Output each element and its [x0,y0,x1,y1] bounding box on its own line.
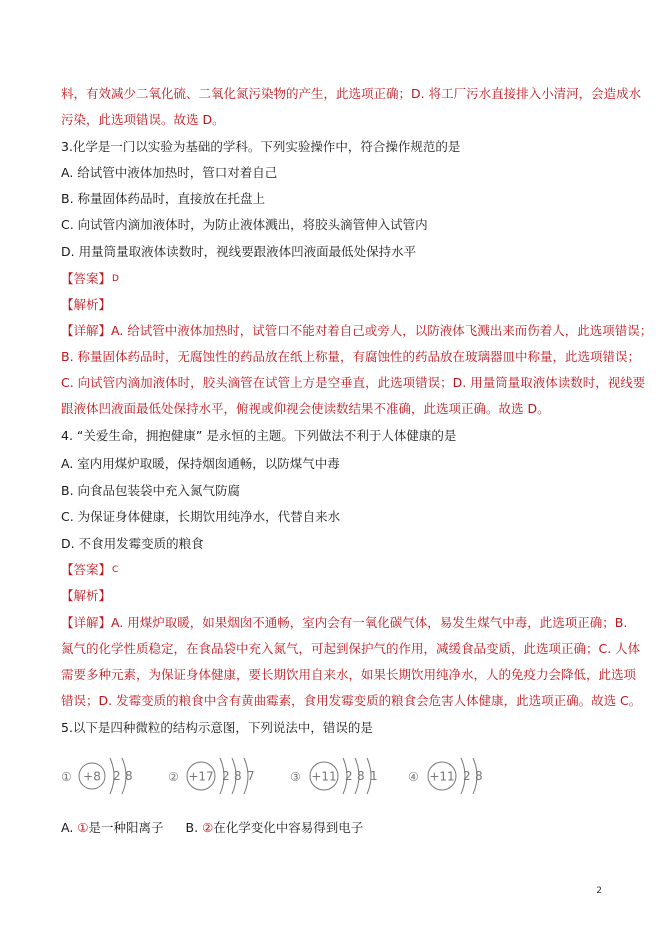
q3-analysis-label: 【解析】 [61,297,112,312]
particle-2-shell-1-electrons: 2 [222,769,230,783]
particle-3-label: ③ [290,770,301,784]
q5-option-b-text: 在化学变化中容易得到电子 [213,820,364,835]
q4-detail-line-3: 需要多种元素，为保证身体健康，要长期饮用自来水，如果长期饮用纯净水，人的免疫力会降低，此选项 [61,667,637,682]
q4-answer-value: C [112,565,119,575]
particle-1-label: ① [61,770,72,784]
prev-analysis-line-2: 污染，此选项错误。故选 D。 [61,112,225,127]
q4-analysis-label: 【解析】 [61,588,112,603]
q4-option-c: C. 为保证身体健康，长期饮用纯净水，代替自来水 [61,509,341,524]
q4-detail-line-4: 错误；D. 发霉变质的粮食中含有黄曲霉素，食用发霉变质的粮食会危害人体健康，此选项正确。故选 C。 [61,693,642,708]
q3-option-a: A. 给试管中液体加热时，管口对着自己 [61,165,278,180]
q3-detail-line-3: C. 向试管内滴加液体时，胶头滴管在试管上方是空垂直，此选项错误；D. 用量筒量取液体读数时，视线要 [61,375,646,390]
q3-answer-value: D [112,274,119,284]
q3-detail-line-1: 【详解】A. 给试管中液体加热时，试管口不能对着自己或旁人，以防液体飞溅出来而伤着人，此选项错误； [61,323,653,338]
particle-4-nucleus: +11 [429,769,455,784]
q5-stem: 5.以下是四种微粒的结构示意图，下列说法中，错误的是 [61,720,373,735]
q5-option-a-mark: ① [77,820,89,835]
atomic-structure-diagrams [58,752,518,800]
q4-answer-label: 【答案】 [61,562,112,577]
particle-4-shell-2-electrons: 8 [475,769,483,783]
particle-2-label: ② [168,770,179,784]
particle-3-diagram [290,758,378,794]
q5-option-b-prefix: B. [185,820,203,835]
particle-2-shell-3-electrons: 7 [247,769,255,783]
particle-1-diagram [61,758,133,794]
q3-option-d: D. 用量筒量取液体读数时，视线要跟液体凹液面最低处保持水平 [61,244,417,259]
q4-option-b: B. 向食品包装袋中充入氮气防腐 [61,483,241,498]
q4-option-d: D. 不食用发霉变质的粮食 [61,536,204,551]
q5-options-line [61,820,363,836]
q3-option-b: B. 称量固体药品时，直接放在托盘上 [61,191,266,206]
q3-answer-label: 【答案】 [61,271,112,286]
prev-analysis-line-1: 料，有效减少二氧化硫、二氧化氮污染物的产生，此选项正确；D. 将工厂污水直接排入小清河，会造成水 [61,86,642,101]
particle-4-label: ④ [408,770,419,784]
particle-2-shell-2-electrons: 8 [234,769,242,783]
particle-4-diagram [408,758,483,794]
q3-detail-line-2: B. 称量固体药品时，无腐蚀性的药品放在纸上称量，有腐蚀性的药品放在玻璃器皿中称量，此选项错误； [61,349,641,364]
particle-3-shell-2-electrons: 8 [357,769,365,783]
q4-detail-line-2: 氮气的化学性质稳定，在食品袋中充入氮气，可起到保护气的作用，减缓食品变质，此选项正确；C. 人体 [61,641,641,656]
q4-answer [61,562,118,578]
q5-option-a-text: 是一种阳离子 [88,820,164,835]
q3-answer [61,271,119,287]
particle-1-shell-1-electrons: 2 [113,769,121,783]
q3-option-c: C. 向试管内滴加液体时，为防止液体溅出，将胶头滴管伸入试管内 [61,217,428,232]
particle-1-shell-2-electrons: 8 [125,769,133,783]
page-number: 2 [596,886,602,896]
q4-option-a: A. 室内用煤炉取暖，保持烟囱通畅，以防煤气中毒 [61,456,340,471]
particle-3-shell-3-electrons: 1 [370,769,378,783]
q5-option-b-mark: ② [202,820,214,835]
q4-detail-line-1: 【详解】A. 用煤炉取暖，如果烟囱不通畅，室内会有一氧化碳气体，易发生煤气中毒，此选项正确；B. [61,615,628,630]
particle-2-diagram [168,758,255,794]
particle-4-shell-1-electrons: 2 [463,769,471,783]
particle-3-shell-1-electrons: 2 [345,769,353,783]
particle-2-nucleus: +17 [188,769,214,784]
q3-detail-line-4: 跟液体凹液面最低处保持水平，俯视或仰视会使读数结果不准确，此选项正确。故选 D。 [61,401,550,416]
particle-1-nucleus: +8 [83,769,101,784]
q4-stem: 4. “关爱生命，拥抱健康” 是永恒的主题。下列做法不利于人体健康的是 [61,428,457,443]
particle-3-nucleus: +11 [311,769,337,784]
q3-stem: 3.化学是一门以实验为基础的学科。下列实验操作中，符合操作规范的是 [61,139,461,154]
q5-option-a-prefix: A. [61,820,78,835]
